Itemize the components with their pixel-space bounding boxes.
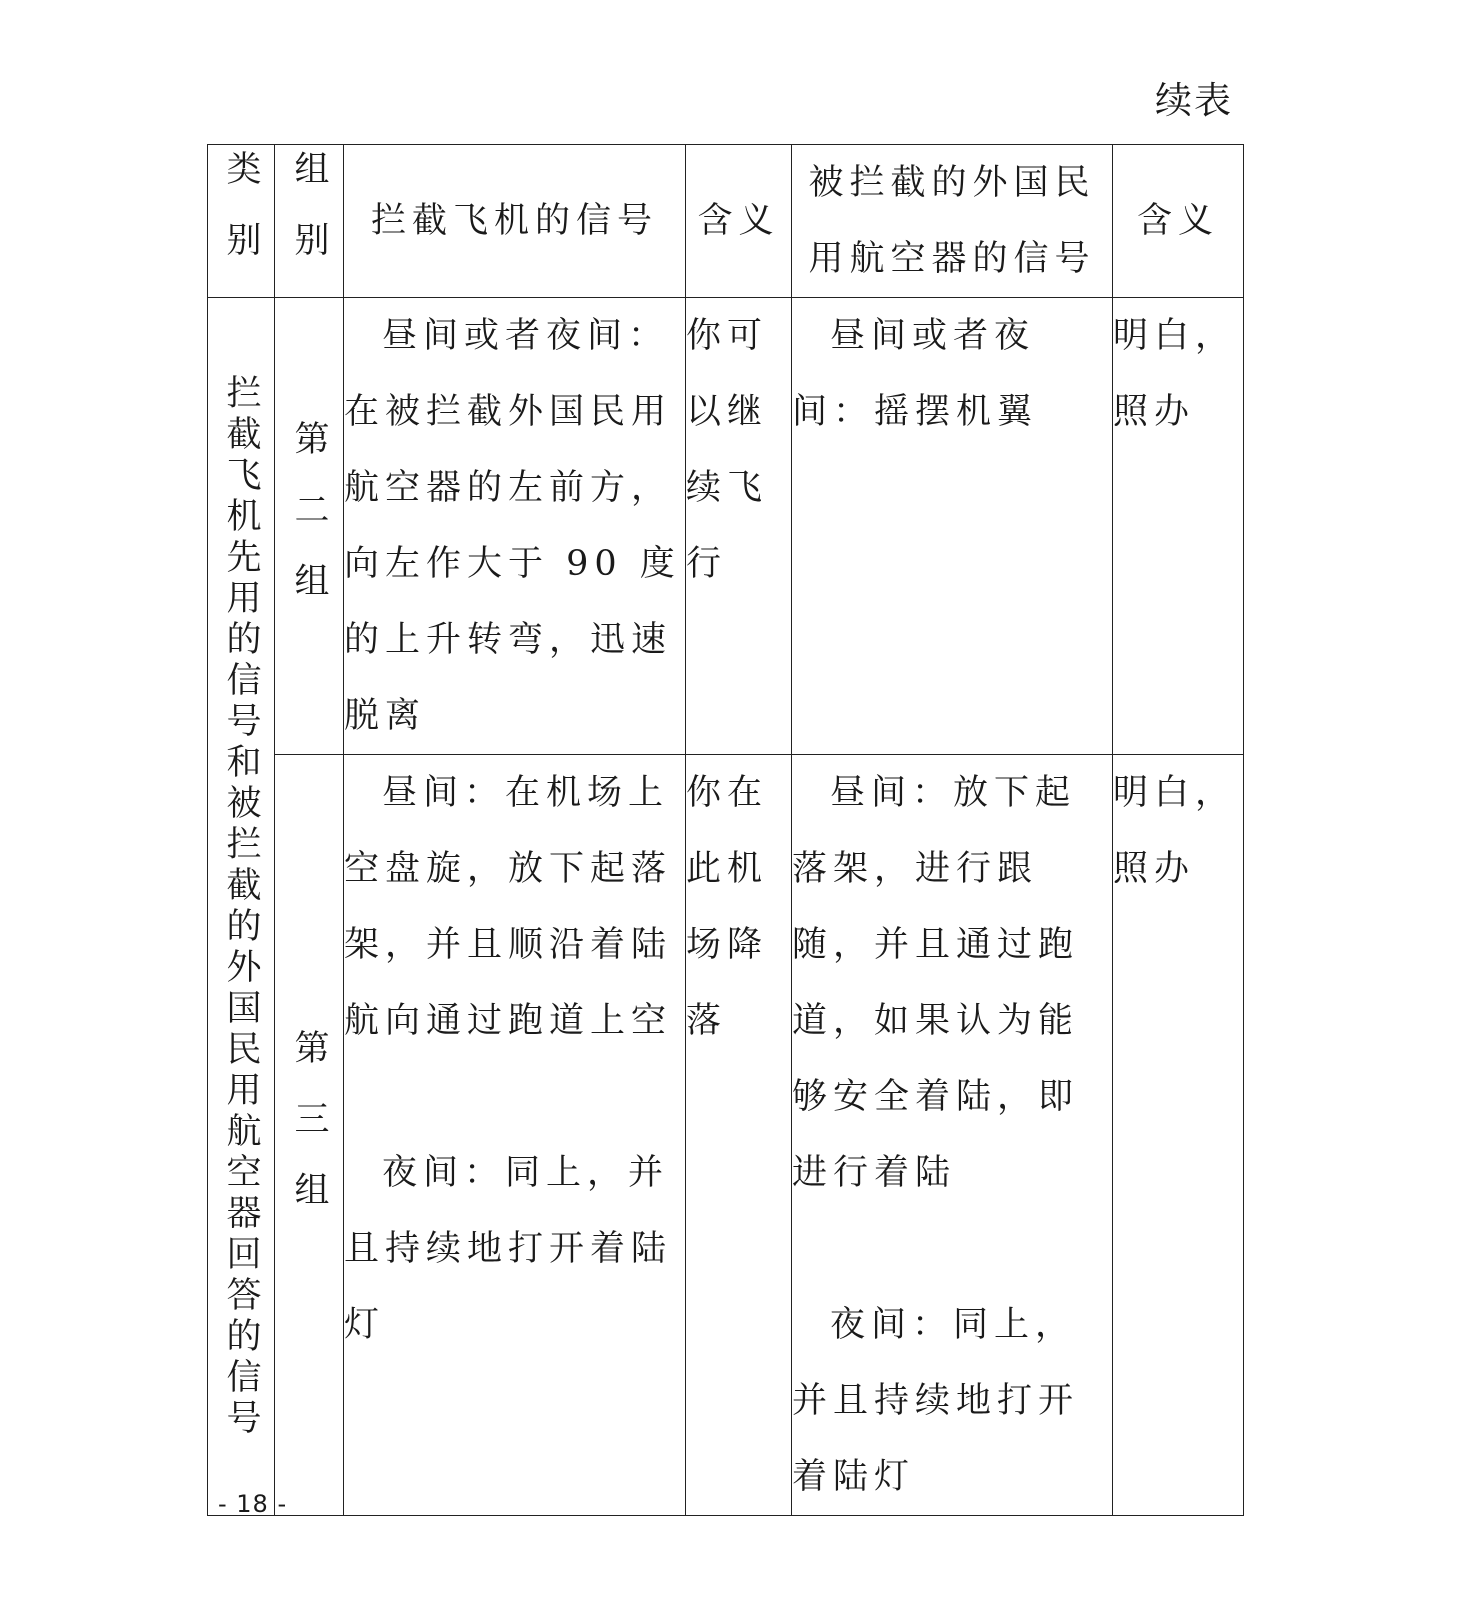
table-row <box>208 755 1244 1516</box>
group-label: 第三组 <box>289 1028 329 1242</box>
category-text: 拦截飞机先用的信号和被拦截的外国民用航空器回答的信号 <box>221 373 261 1440</box>
header-foreign-signal: 被拦截的外国民用航空器的信号 <box>792 145 1113 298</box>
night-signal: 夜间：同上，并且持续地打开着陆灯 <box>344 1153 673 1345</box>
intercept-signal-cell: 昼间或者夜间：在被拦截外国民用航空器的左前方，向左作大于 90 度的上升转弯，迅速脱离 <box>344 298 686 755</box>
header-meaning: 含义 <box>686 145 792 298</box>
table-header-row <box>208 145 1244 298</box>
page-number: - 18 - <box>218 1490 288 1518</box>
foreign-signal-cell <box>792 755 1113 1516</box>
group-cell <box>275 755 344 1516</box>
continued-table-label: 续表 <box>1155 79 1233 122</box>
signal-table <box>207 144 1244 1516</box>
group-cell <box>275 298 344 755</box>
meaning-cell-2: 明白，照办 <box>1113 298 1244 755</box>
day-signal: 昼间：在机场上空盘旋，放下起落架，并且顺沿着陆航向通过跑道上空 <box>344 773 673 1041</box>
header-meaning-2: 含义 <box>1113 145 1244 298</box>
foreign-signal-cell: 昼间或者夜间：摇摆机翼 <box>792 298 1113 755</box>
category-cell <box>208 298 275 1516</box>
intercept-signal-cell <box>344 755 686 1516</box>
meaning-cell: 你可以继续飞行 <box>686 298 792 755</box>
table-row <box>208 298 1244 755</box>
day-signal: 昼间：放下起落架，进行跟随，并且通过跑道，如果认为能够安全着陆，即进行着陆 <box>792 773 1080 1193</box>
meaning-cell-2: 明白，照办 <box>1113 755 1244 1516</box>
header-intercept-signal: 拦截飞机的信号 <box>344 145 686 298</box>
header-group: 组别 <box>275 145 344 298</box>
header-category: 类别 <box>208 145 275 298</box>
meaning-cell: 你在此机场降落 <box>686 755 792 1516</box>
group-label: 第二组 <box>289 419 329 633</box>
night-signal: 夜间：同上，并且持续地打开着陆灯 <box>792 1305 1080 1497</box>
